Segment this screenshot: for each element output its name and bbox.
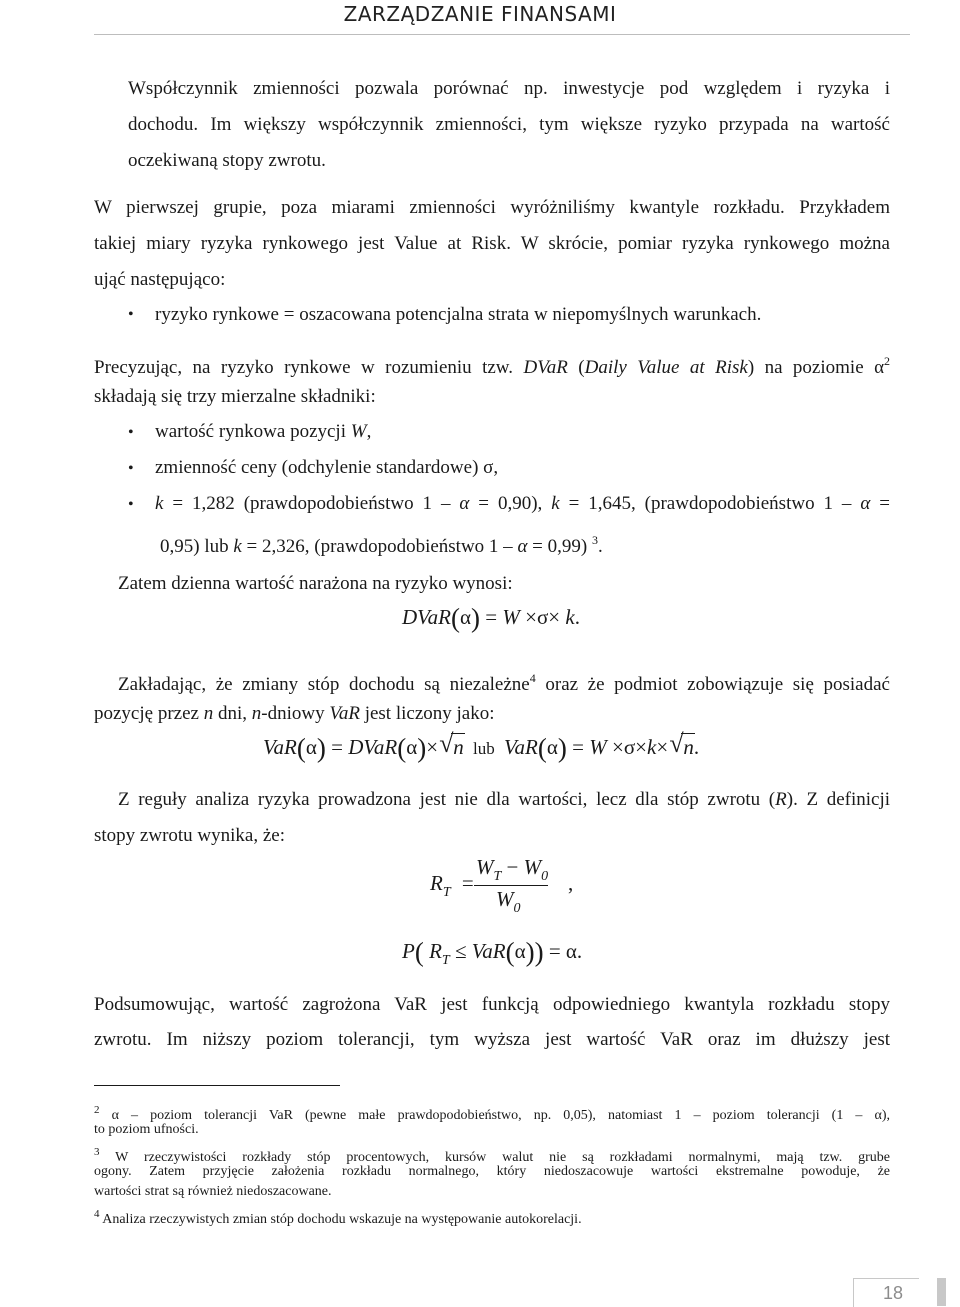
f4-r: R [429, 939, 442, 963]
p5-l2-g: jest liczony jako: [359, 703, 495, 724]
bullet2-w: W [350, 421, 367, 442]
f2-times: × [635, 735, 647, 759]
p5-text-b: oraz że podmiot zobowiązuje się posiadać [535, 674, 890, 695]
p5-l2-a: pozycję przez [94, 703, 204, 724]
f2-n: n [683, 735, 694, 759]
f1-alpha: α [460, 605, 472, 629]
f3-comma: , [568, 871, 574, 895]
bullet2-comma: , [366, 421, 372, 442]
k-var: k [551, 493, 560, 514]
f2-var: VaR [504, 735, 538, 759]
paragraph-7-line-1: Podsumowując, wartość zagrożona VaR jest funkcją odpowiedniego kwantyla rozkładu stopy [94, 994, 890, 1015]
f2-sigma: σ [623, 735, 636, 759]
formula-probability: P( $R_T \le VaR(\alpha)) = \alpha$. [402, 937, 583, 968]
page-header [0, 0, 960, 40]
bullet-marker: • [128, 460, 134, 477]
paragraph-6-line-1 [118, 782, 890, 818]
paragraph-2-line-1: W pierwszej grupie, poza miarami zmienności wyróżniliśmy kwantyle rozkładu. Przykładem [94, 197, 890, 218]
alpha-var: α [517, 536, 528, 557]
bullet4-text-b: = 1,282 (prawdopodobieństwo 1 – [163, 493, 460, 514]
f2-eq: = [572, 735, 584, 759]
p6-text-a: Z reguły analiza ryzyka prowadzona jest nie dla wartości, lecz dla stóp zwrotu ( [118, 789, 776, 810]
bullet-market-risk: ryzyko rynkowe = oszacowana potencjalna strata w niepomyślnych warunkach. [155, 304, 762, 325]
r-var: R [775, 789, 787, 810]
p3-dvar: DVaR [523, 357, 568, 378]
f1-times: × [548, 605, 561, 629]
f4-alpha: α [565, 939, 577, 963]
f1-k: k [565, 605, 575, 629]
f4-alpha: α [514, 939, 526, 963]
k-var: k [155, 493, 164, 514]
f3-minus: − [506, 855, 519, 879]
alpha-var: α [459, 493, 470, 514]
f3-numerator [476, 855, 548, 885]
f2-times: × [656, 735, 669, 759]
formula-dvar: DVaR(α) = W ×σ× k. [402, 603, 580, 633]
k-var: k [233, 536, 242, 557]
f4-eq: = [548, 939, 561, 963]
bullet-marker: • [128, 424, 134, 441]
fraction-bar [474, 885, 548, 886]
f1-eq: = [485, 605, 498, 629]
var-term: VaR [329, 703, 360, 724]
f2-eq: = [331, 735, 343, 759]
bullet-volatility: zmienność ceny (odchylenie standardowe) σ, [155, 457, 499, 478]
paragraph-6-line-2: stopy zwrotu wynika, że: [94, 825, 286, 846]
p3-daily-value-at-risk: Daily Value at Risk [584, 357, 748, 378]
footnote-3-line-2: ogony. Zatem przyjęcie założenia rozkładu normalnego, który niedoszacowuje wartości ekstremalne powoduje, że [94, 1164, 890, 1179]
f4-t: T [441, 953, 450, 968]
bullet4-text-d: = 0,90), [469, 493, 552, 514]
formula-var-n-day: VaR(α) = DVaR(α)× √ n lub VaR(α) = W ×σ×k× √ n. [263, 733, 699, 764]
bullet-market-value [155, 414, 371, 450]
f2-times: × [426, 735, 439, 759]
bullet-k-values-line-1 [155, 486, 890, 522]
paragraph-2-line-2: takiej miary ryzyka rynkowego jest Value at Risk. W skrócie, pomiar ryzyka rynkowego można [94, 233, 890, 254]
f3-r: R [430, 871, 443, 895]
bullet4-text-f: = 1,645, (prawdopodobieństwo 1 – [559, 493, 861, 514]
f2-alpha: α [305, 735, 317, 759]
f3-zero: 0 [541, 869, 549, 884]
f3-w: W [523, 855, 542, 879]
footnote-4 [94, 1204, 890, 1230]
footnote-2-line-2: to poziom ufności. [94, 1122, 199, 1137]
bullet4-l2-c: = 2,326, (prawdopodobieństwo 1 – [241, 536, 518, 557]
bullet4-text-h: = [870, 493, 890, 514]
f2-alpha: α [406, 735, 418, 759]
bullet2-text: wartość rynkowa pozycji [155, 421, 346, 442]
f2-end: . [693, 735, 700, 759]
sqrt-symbol [443, 735, 464, 760]
paragraph-4: Zatem dzienna wartość narażona na ryzyko wynosi: [118, 573, 513, 594]
header-rule [94, 34, 910, 35]
f3-eq: = [461, 871, 474, 895]
p3-paren: ( [578, 357, 585, 378]
footnote-2-text: α – poziom tolerancji VaR (pewne małe prawdopodobieństwo, np. 0,05), natomiast 1 – poziom tolerancji (1 – α), [111, 1108, 890, 1123]
f3-zero: 0 [513, 901, 521, 916]
f3-t: T [493, 869, 502, 884]
f2-alpha: α [546, 735, 558, 759]
p3-text-e: ) na poziomie α [747, 357, 885, 378]
bullet4-l2-e: = 0,99) [527, 536, 592, 557]
alpha-var: α [860, 493, 871, 514]
f2-w: W [589, 735, 607, 759]
f1-dvar: DVaR [402, 605, 451, 629]
footnote-3-line-3: wartości strat są również niedoszacowane. [94, 1184, 332, 1199]
f3-lhs [430, 871, 474, 901]
paragraph-1-line-1: Współczynnik zmienności pozwala porównać np. inwestycje pod względem i ryzyka i [128, 78, 890, 99]
header-title: ZARZĄDZANIE FINANSAMI [343, 2, 617, 26]
f3-t: T [442, 885, 451, 900]
f1-sigma: σ [536, 605, 549, 629]
paragraph-5-line-2 [94, 696, 890, 732]
f4-p: P [402, 939, 415, 963]
paragraph-1-line-2: dochodu. Im większy współczynnik zmienności, tym większe ryzyko przypada na wartość [128, 114, 890, 135]
f2-times: × [611, 735, 624, 759]
n-var: n [203, 703, 214, 724]
f1-end: . [574, 605, 580, 629]
footnote-4-text: Analiza rzeczywistych zmian stóp dochodu wskazuje na występowanie autokorelacji. [102, 1212, 582, 1227]
f1-w: W [502, 605, 520, 629]
footnote-ref-2[interactable]: 2 [884, 354, 891, 368]
footnote-ref-4[interactable]: 4 [529, 671, 536, 685]
paragraph-1-line-3: oczekiwaną stopy zwrotu. [128, 150, 326, 171]
paragraph-3-line-2: składają się trzy mierzalne składniki: [94, 386, 376, 407]
page-number-bar [937, 1278, 946, 1306]
bullet4-l2-a: 0,95) lub [160, 536, 234, 557]
f4-leq: ≤ [454, 939, 467, 963]
f3-w: W [496, 887, 514, 911]
f4-var: VaR [471, 939, 506, 963]
bullet-k-values-line-2 [160, 522, 603, 565]
paragraph-7-line-2: zwrotu. Im niższy poziom tolerancji, tym wyższa jest wartość VaR oraz im dłuższy jest [94, 1029, 890, 1050]
footnote-2-mark: 2 [94, 1104, 100, 1116]
bullet4-l2-f: . [597, 536, 603, 557]
f2-k: k [646, 735, 657, 759]
footnote-3-mark: 3 [94, 1146, 100, 1158]
p5-l2-c: dni, [213, 703, 252, 724]
footnote-4-mark: 4 [94, 1208, 100, 1220]
page-number: 18 [883, 1283, 904, 1303]
paragraph-2-line-3: ująć następująco: [94, 269, 226, 290]
p3-text-a: Precyzując, na ryzyko rynkowe w rozumieniu tzw. [94, 357, 514, 378]
f2-lub: lub [473, 739, 495, 758]
footnote-separator [94, 1085, 340, 1086]
f2-var: VaR [263, 735, 297, 759]
sqrt-symbol [673, 735, 694, 760]
f2-dvar: DVaR [348, 735, 398, 759]
p5-l2-e: -dniowy [261, 703, 330, 724]
f2-n: n [453, 735, 464, 759]
f3-denominator [496, 887, 521, 917]
f1-times: × [525, 605, 537, 629]
bullet-marker: • [128, 306, 134, 323]
f4-end: . [576, 939, 583, 963]
f3-w: W [476, 855, 494, 879]
footnote-3-text: W rzeczywistości rozkłady stóp procentowych, kursów walut nie są rozkładami normalnymi, mają tzw. grube [115, 1150, 891, 1165]
p6-text-c: ). Z definicji [786, 789, 891, 810]
p5-text-a: Zakładając, że zmiany stóp dochodu są niezależne [118, 674, 530, 695]
bullet-marker: • [128, 496, 134, 513]
footnote-ref-3[interactable]: 3 [591, 533, 598, 547]
n-var: n [251, 703, 262, 724]
